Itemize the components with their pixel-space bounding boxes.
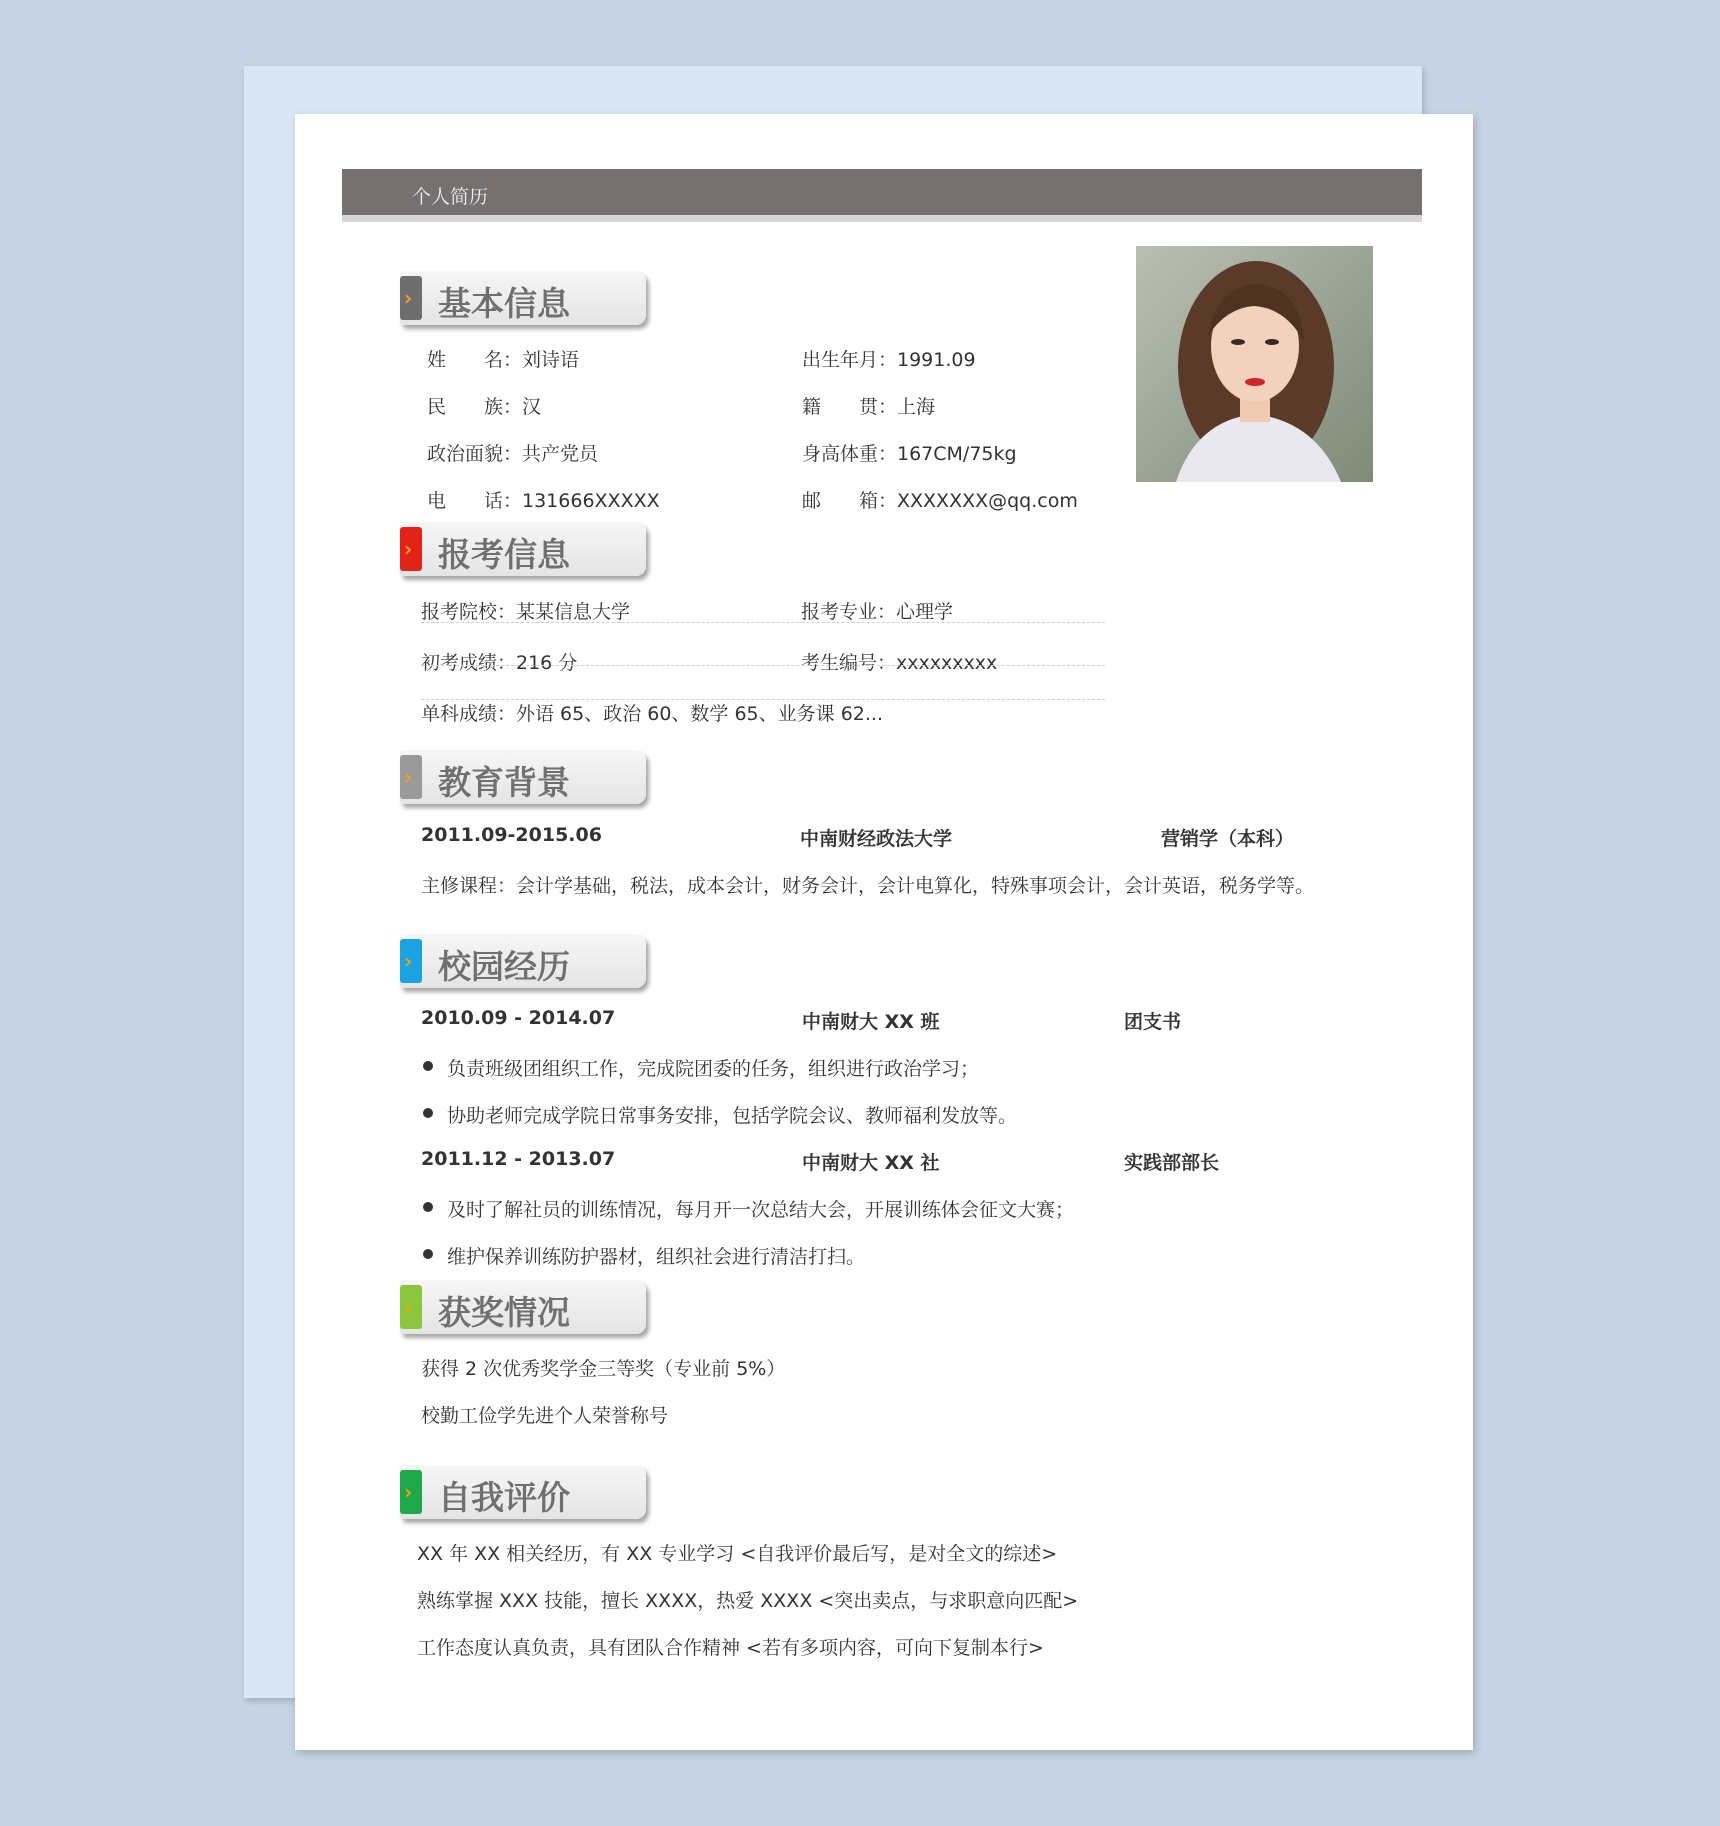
campus-item: 维护保养训练防护器材，组织社会进行清洁打扫。 [447, 1246, 866, 1268]
section-tab [400, 1470, 422, 1514]
section-header-campus [400, 934, 646, 988]
info-hometown: 籍 贯：上海 [802, 396, 936, 418]
self-eval-line: XX 年 XX 相关经历，有 XX 专业学习 <自我评价最后写，是对全文的综述> [417, 1543, 1058, 1565]
section-tab [400, 527, 422, 571]
edu-courses: 主修课程：会计学基础，税法，成本会计，财务会计，会计电算化，特殊事项会计，会计英语，税务学等。 [421, 875, 1315, 897]
section-title: 获奖情况 [438, 1293, 570, 1332]
campus-role: 团支书 [1124, 1011, 1182, 1033]
info-phone: 电 话：131666XXXXX [427, 490, 660, 512]
page-title: 个人简历 [412, 186, 489, 208]
campus-item: 及时了解社员的训练情况，每月开一次总结大会，开展训练体会征文大赛； [447, 1199, 1075, 1221]
section-title: 校园经历 [438, 947, 570, 986]
campus-role: 实践部部长 [1124, 1152, 1220, 1174]
edu-school: 中南财经政法大学 [800, 828, 953, 850]
divider [421, 665, 1105, 666]
campus-period: 2010.09 - 2014.07 [421, 1007, 616, 1029]
section-title: 自我评价 [438, 1478, 570, 1517]
edu-major: 营销学（本科） [1161, 828, 1295, 850]
resume-page [295, 114, 1473, 1750]
award-item: 校勤工俭学先进个人荣誉称号 [421, 1405, 669, 1427]
exam-major: 报考专业：心理学 [801, 601, 954, 623]
section-header-exam [400, 522, 646, 576]
campus-period: 2011.12 - 2013.07 [421, 1148, 616, 1170]
section-title: 报考信息 [438, 535, 570, 574]
chevron-right-icon: › [404, 949, 413, 973]
exam-id: 考生编号：xxxxxxxxx [801, 652, 998, 674]
section-tab [400, 755, 422, 799]
section-header-basic [400, 271, 646, 325]
bullet-icon [423, 1108, 433, 1118]
campus-org: 中南财大 XX 社 [802, 1152, 940, 1174]
section-title: 基本信息 [438, 284, 570, 323]
chevron-right-icon: › [404, 286, 413, 310]
info-politics: 政治面貌：共产党员 [427, 443, 599, 465]
self-eval-line: 熟练掌握 XXX 技能，擅长 XXXX，热爱 XXXX <突出卖点，与求职意向匹配> [417, 1590, 1079, 1612]
section-tab [400, 1285, 422, 1329]
campus-item: 协助老师完成学院日常事务安排，包括学院会议、教师福利发放等。 [447, 1105, 1018, 1127]
info-name: 姓 名：刘诗语 [427, 349, 580, 371]
section-tab [400, 939, 422, 983]
section-header-awards [400, 1280, 646, 1334]
campus-org: 中南财大 XX 班 [802, 1011, 940, 1033]
info-ethnicity: 民 族：汉 [427, 396, 542, 418]
bullet-icon [423, 1061, 433, 1071]
chevron-right-icon: › [404, 537, 413, 561]
section-tab [400, 276, 422, 320]
section-header-education [400, 750, 646, 804]
chevron-right-icon: › [404, 765, 413, 789]
self-eval-line: 工作态度认真负责，具有团队合作精神 <若有多项内容，可向下复制本行> [417, 1637, 1044, 1659]
info-email: 邮 箱：XXXXXXX@qq.com [802, 490, 1078, 512]
exam-subjects: 单科成绩：外语 65、政治 60、数学 65、业务课 62... [421, 703, 883, 725]
title-bar [342, 169, 1422, 222]
edu-period: 2011.09-2015.06 [421, 824, 602, 846]
award-item: 获得 2 次优秀奖学金三等奖（专业前 5%） [421, 1358, 786, 1380]
exam-school: 报考院校：某某信息大学 [421, 601, 631, 623]
chevron-right-icon: › [404, 1295, 413, 1319]
divider [421, 622, 1105, 623]
bullet-icon [423, 1249, 433, 1259]
chevron-right-icon: › [404, 1480, 413, 1504]
section-title: 教育背景 [438, 763, 570, 802]
info-birth: 出生年月：1991.09 [802, 349, 976, 371]
bullet-icon [423, 1202, 433, 1212]
profile-photo [1136, 246, 1373, 482]
campus-item: 负责班级团组织工作，完成院团委的任务，组织进行政治学习； [447, 1058, 980, 1080]
exam-score: 初考成绩：216 分 [421, 652, 578, 674]
info-height-weight: 身高体重：167CM/75kg [802, 443, 1017, 465]
section-header-self-eval [400, 1465, 646, 1519]
